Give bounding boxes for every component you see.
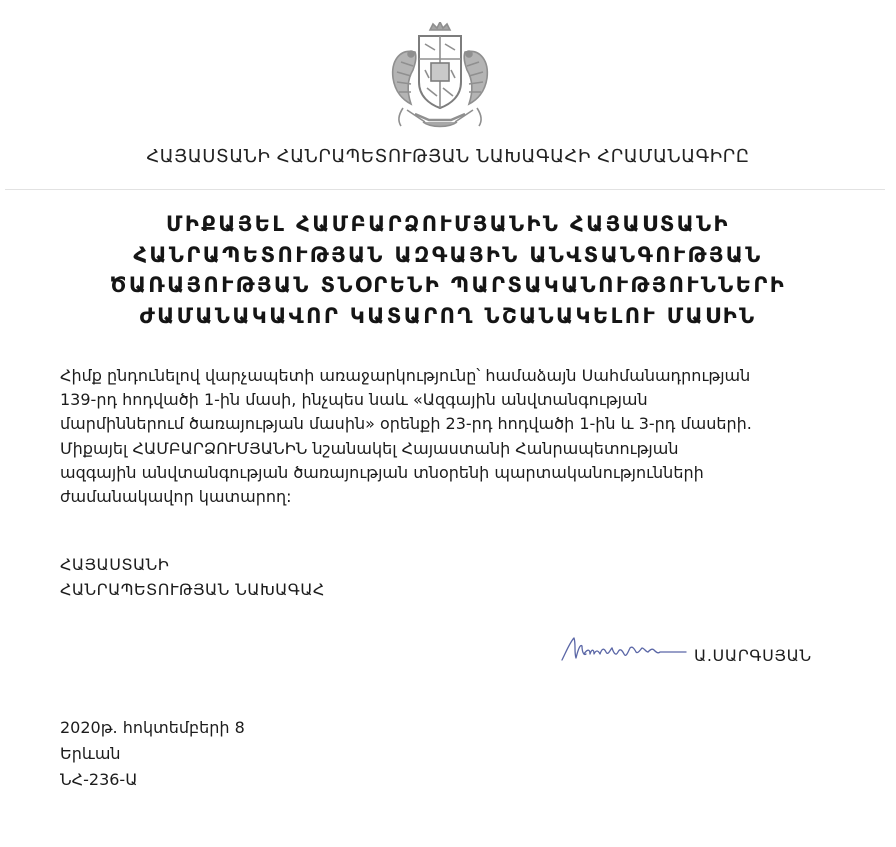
- body-line: ժամանակավոր կատարող:: [60, 487, 292, 507]
- title-line: ՄԻՔԱՅԵԼ ՀԱՄԲԱՐՁՈՒՄՅԱՆԻՆ ՀԱՅԱՍՏԱՆԻ: [166, 212, 730, 236]
- decree-meta: [60, 715, 245, 793]
- body-line: Միքայել ՀԱՄԲԱՐՁՈՒՄՅԱՆԻՆ նշանակել Հայաստանի Հանրապետության: [60, 438, 679, 458]
- signer-title-line: ՀԱՅԱՍՏԱՆԻ: [60, 555, 170, 574]
- body-line: Հիմք ընդունելով վարչապետի առաջարկությունը՝ համաձայն Սահմանադրության: [60, 366, 751, 385]
- signer-name: Ա.ՍԱՐԳՍՅԱՆ: [694, 646, 812, 665]
- body-line: 139-րդ հոդվածի 1-ին մասի, ինչպես նաև «Ազգային անվտանգության: [60, 390, 648, 410]
- decree-title: [60, 209, 836, 331]
- title-line: ԺԱՄԱՆԱԿԱՎՈՐ ԿԱՏԱՐՈՂ ՆՇԱՆԱԿԵԼՈՒ ՄԱՍԻՆ: [139, 303, 757, 328]
- title-line: ՀԱՆՐԱՊԵՏՈՒԹՅԱՆ ԱԶԳԱՅԻՆ ԱՆՎՏԱՆԳՈՒԹՅԱՆ: [133, 242, 763, 267]
- decree-place: Երևան: [60, 744, 121, 763]
- handwritten-signature-icon: [560, 634, 688, 664]
- decree-body: [60, 364, 835, 509]
- title-line: ԾԱՌԱՅՈՒԹՅԱՆ ՏՆՕՐԵՆԻ ՊԱՐՏԱԿԱՆՈՒԹՅՈՒՆՆԵՐԻ: [109, 273, 787, 297]
- body-line: մարմիններում ծառայության մասին» օրենքի 23-րդ հոդվածի 1-ին և 3-րդ մասերի.: [60, 414, 752, 434]
- signer-title-line: ՀԱՆՐԱՊԵՏՈՒԹՅԱՆ ՆԱԽԱԳԱՀ: [60, 580, 325, 599]
- decree-number: ՆՀ-236-Ա: [60, 770, 138, 789]
- header-divider: [5, 189, 885, 190]
- signer-title: [60, 552, 325, 602]
- coat-of-arms-icon: [385, 22, 495, 130]
- decree-date: 2020թ. հոկտեմբերի 8: [60, 718, 245, 737]
- body-line: ազգային անվտանգության ծառայության տնօրենի պարտականությունների: [60, 462, 704, 482]
- issuer-heading: ՀԱՅԱՍՏԱՆԻ ՀԱՆՐԱՊԵՏՈՒԹՅԱՆ ՆԱԽԱԳԱՀԻ ՀՐԱՄԱՆԱԳԻՐԸ: [146, 146, 750, 167]
